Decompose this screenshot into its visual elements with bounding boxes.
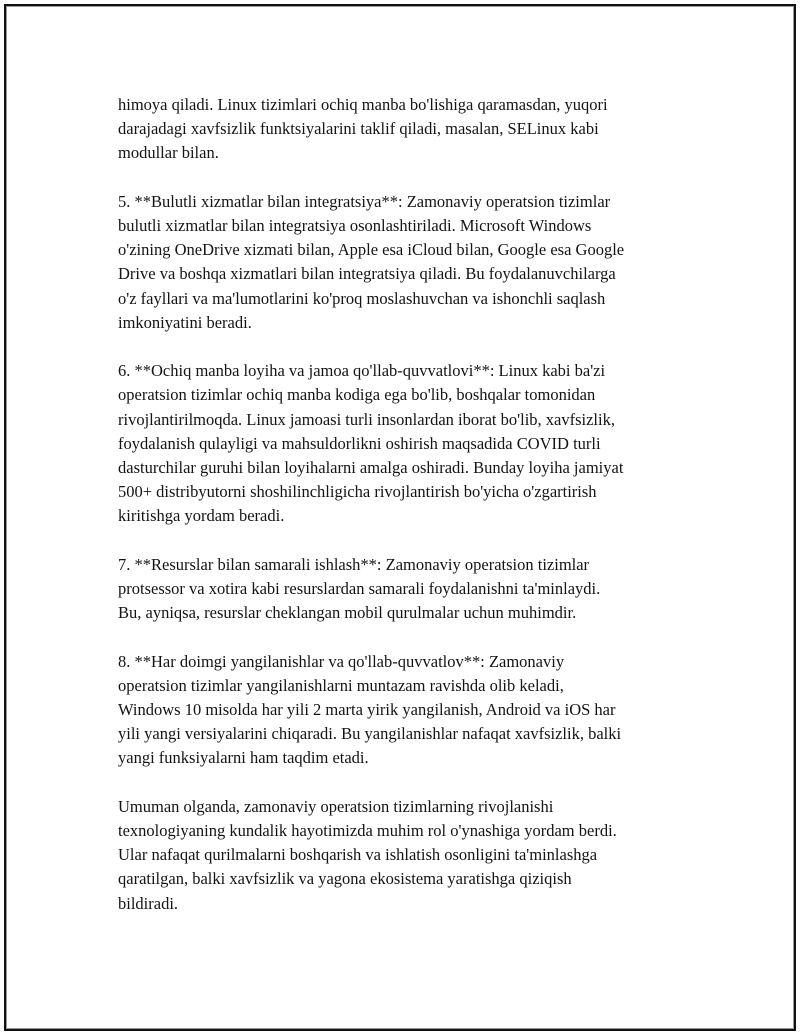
text-line: operatsion tizimlar ochiq manba kodiga ega bo'lib, boshqalar tomonidan <box>118 385 596 405</box>
paragraph-updates <box>118 650 693 771</box>
text-line: 6. **Ochiq manba loyiha va jamoa qo'llab-quvvatlovi**: Linux kabi ba'zi <box>118 361 606 381</box>
text-line: foydalanish qulayligi va mahsuldorlikni oshirish maqsadida COVID turli <box>118 433 601 453</box>
text-line: 500+ distribyutorni shoshilinchligicha rivojlantirish bo'yicha o'zgartirish <box>118 482 597 502</box>
text-line: Windows 10 misolda har yili 2 marta yirik yangilanish, Android va iOS har <box>118 700 616 720</box>
text-line: modullar bilan. <box>118 143 219 163</box>
text-line: kiritishga yordam beradi. <box>118 506 285 526</box>
paragraph-security-continued <box>118 93 693 166</box>
text-line: himoya qiladi. Linux tizimlari ochiq manba bo'lishiga qaramasdan, yuqori <box>118 95 608 114</box>
paragraph-open-source <box>118 359 693 528</box>
text-line: operatsion tizimlar yangilanishlarni muntazam ravishda olib keladi, <box>118 675 564 695</box>
text-line: bulutli xizmatlar bilan integratsiya osonlashtiriladi. Microsoft Windows <box>118 216 592 235</box>
text-line: Ular nafaqat qurilmalarni boshqarish va ishlatish osonligini ta'minlashga <box>118 845 598 865</box>
text-line: darajadagi xavfsizlik funktsiyalarini taklif qiladi, masalan, SELinux kabi <box>118 119 599 139</box>
text-line: yangi funksiyalarni ham taqdim etadi. <box>118 748 369 768</box>
text-line: rivojlantirilmoqda. Linux jamoasi turli insonlardan iborat bo'lib, xavfsizlik, <box>118 409 615 429</box>
text-line: Drive va boshqa xizmatlari bilan integratsiya qiladi. Bu foydalanuvchilarga <box>118 264 616 284</box>
text-line: texnologiyaning kundalik hayotimizda muhim rol o'ynashiga yordam berdi. <box>118 821 617 841</box>
text-line: o'zining OneDrive xizmati bilan, Apple esa iCloud bilan, Google esa Google <box>118 240 625 260</box>
text-line: Bu, ayniqsa, resurslar cheklangan mobil qurulmalar uchun muhimdir. <box>118 603 577 623</box>
text-line: Umuman olganda, zamonaviy operatsion tizimlarning rivojlanishi <box>118 796 554 816</box>
text-line: yili yangi versiyalarini chiqaradi. Bu yangilanishlar nafaqat xavfsizlik, balki <box>118 724 622 744</box>
text-line: imkoniyatini beradi. <box>118 312 252 332</box>
text-line: protsessor va xotira kabi resurslardan samarali foydalanishni ta'minlaydi. <box>118 579 601 599</box>
text-line: 7. **Resurslar bilan samarali ishlash**: Zamonaviy operatsion tizimlar <box>118 554 590 574</box>
text-line: 5. **Bulutli xizmatlar bilan integratsiya**: Zamonaviy operatsion tizimlar <box>118 191 611 211</box>
text-line: bildiradi. <box>118 893 179 913</box>
paragraph-conclusion <box>118 795 693 916</box>
text-line: 8. **Har doimgi yangilanishlar va qo'llab-quvvatlov**: Zamonaviy <box>118 651 565 671</box>
document-body <box>118 93 693 940</box>
paragraph-resources <box>118 553 693 626</box>
text-line: dasturchilar guruhi bilan loyihalarni amalga oshiradi. Bunday loyiha jamiyat <box>118 458 624 478</box>
paragraph-cloud-integration <box>118 190 693 335</box>
text-line: o'z fayllari va ma'lumotlarini ko'proq moslashuvchan va ishonchli saqlash <box>118 288 606 308</box>
text-line: qaratilgan, balki xavfsizlik va yagona ekosistema yaratishga qiziqish <box>118 869 572 889</box>
